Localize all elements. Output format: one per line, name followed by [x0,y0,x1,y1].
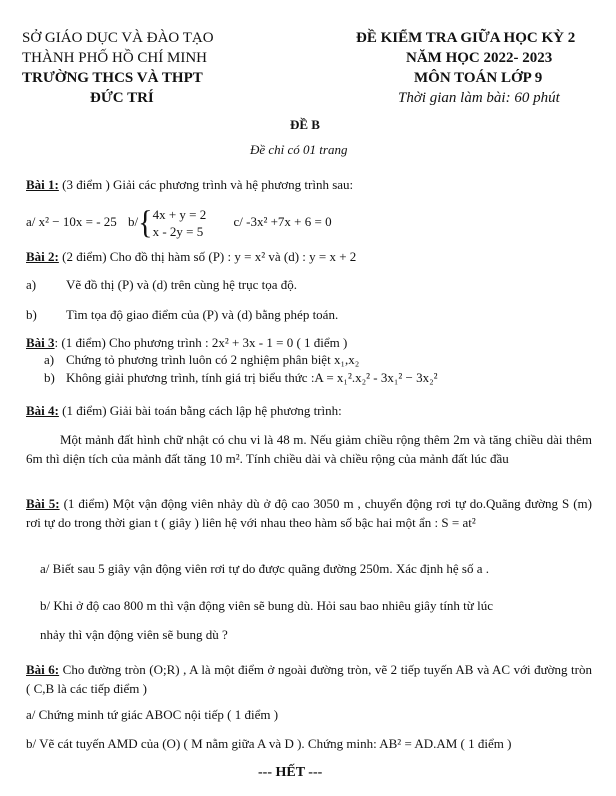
bai2-a-text: Vẽ đồ thị (P) và (d) trên cùng hệ trục tọa độ. [66,277,298,292]
bai1-a: a/ x² − 10x = - 25 [26,213,117,229]
bai3-b-marker: b) [44,370,55,385]
bai3-b-text: Không giải phương trình, tính giá trị biểu thức :A = x₁².x₂² - 3x₁² − 3x₂² [66,370,438,385]
bai5-b-line1: b/ Khi ở độ cao 800 m thì vận động viên sẽ bung dù. Hỏi sau bao nhiêu giây tính từ lúc [40,598,493,613]
bai1-b-row1: 4x + y = 2 [152,207,207,222]
exam-title: ĐỀ KIỂM TRA GIỮA HỌC KỲ 2 [356,30,576,46]
bai5-paragraph [26,494,592,532]
bai1-c: c/ -3x² +7x + 6 = 0 [233,213,332,229]
bai6-label: Bài 6: [26,662,60,677]
bai2-text: (2 điểm) Cho đồ thị hàm số (P) : y = x² và (d) : y = x + 2 [58,249,357,264]
bai3-label: Bài 3 [26,335,55,350]
bai2-heading [26,248,356,265]
bai3-text: : (1 điểm) Cho phương trình : 2x² + 3x - 1 = 0 ( 1 điểm ) [54,335,348,350]
bai4-text: (1 điểm) Giải bài toán bằng cách lập hệ phương trình: [58,403,342,418]
brace-icon: { [138,204,153,241]
subject: MÔN TOÁN LỚP 9 [414,70,543,86]
bai1-label: Bài 1: [26,177,59,192]
bai3-a-marker: a) [44,352,55,367]
bai2-label: Bài 2: [26,249,59,264]
bai6-b: b/ Vẽ cát tuyến AMD của (O) ( M nằm giữa A và D ). Chứng minh: AB² = AD.AM ( 1 điểm ) [26,736,512,751]
school-name-line2: ĐỨC TRÍ [90,90,154,106]
end-marker: --- HẾT --- [258,765,323,780]
bai5-a: a/ Biết sau 5 giây vận động viên rơi tự do được quãng đường 250m. Xác định hệ số a . [40,561,490,576]
bai6-a: a/ Chứng minh tứ giác ABOC nội tiếp ( 1 điểm ) [26,707,279,722]
city-name: THÀNH PHỐ HỒ CHÍ MINH [22,50,207,66]
bai2-b-marker: b) [26,307,37,322]
bai5-text: (1 điểm) Một vận động viên nhảy dù ở độ cao 3050 m , chuyển động rơi tự do.Quãng đường S (m) rơi tự do trong thời gian t ( giây ) liên hệ với nhau theo hàm số bậc hai một ẩn : S = at² [26,496,592,530]
school-year: NĂM HỌC 2022- 2023 [406,50,553,66]
bai2-b-text: Tìm tọa độ giao điểm của (P) và (d) bằng phép toán. [66,307,339,322]
bai5-b-line2: nhảy thì vận động viên sẽ bung dù ? [40,627,228,642]
bai4-heading [26,402,342,419]
school-name: TRƯỜNG THCS VÀ THPT [22,70,203,86]
duration: Thời gian làm bài: 60 phút [398,90,560,106]
bai4-paragraph: Một mảnh đất hình chữ nhật có chu vi là 48 m. Nếu giảm chiều rộng thêm 2m và tăng chiều dài thêm 6m thì diện tích của mảnh đất tăng 10 m². Tính chiều dài và chiều rộng của mảnh đất lúc đầu [26,432,592,466]
bai1-heading [26,176,353,193]
bai3-a-text: Chứng tỏ phương trình luôn có 2 nghiệm phân biệt x₁,x₂ [66,352,360,367]
bai1-b-row2: x - 2y = 5 [152,224,204,239]
bai6-paragraph [26,660,592,698]
bai1-equations [26,206,332,240]
bai2-a-marker: a) [26,277,37,292]
department-name: SỞ GIÁO DỤC VÀ ĐÀO TẠO [22,30,214,46]
bai6-text: Cho đường tròn (O;R) , A là một điểm ở ngoài đường tròn, vẽ 2 tiếp tuyến AB và AC với đường tròn ( C,B là các tiếp điểm ) [26,662,592,696]
bai4-label: Bài 4: [26,403,59,418]
page-note: Đề chỉ có 01 trang [250,142,348,157]
bai3-heading [26,334,347,351]
exam-code: ĐỀ B [290,117,320,132]
bai5-label: Bài 5: [26,496,60,511]
bai1-text: (3 điểm ) Giải các phương trình và hệ phương trình sau: [58,177,354,192]
bai1-b-prefix: b/ [128,213,139,229]
bai1-b-system [153,206,207,240]
